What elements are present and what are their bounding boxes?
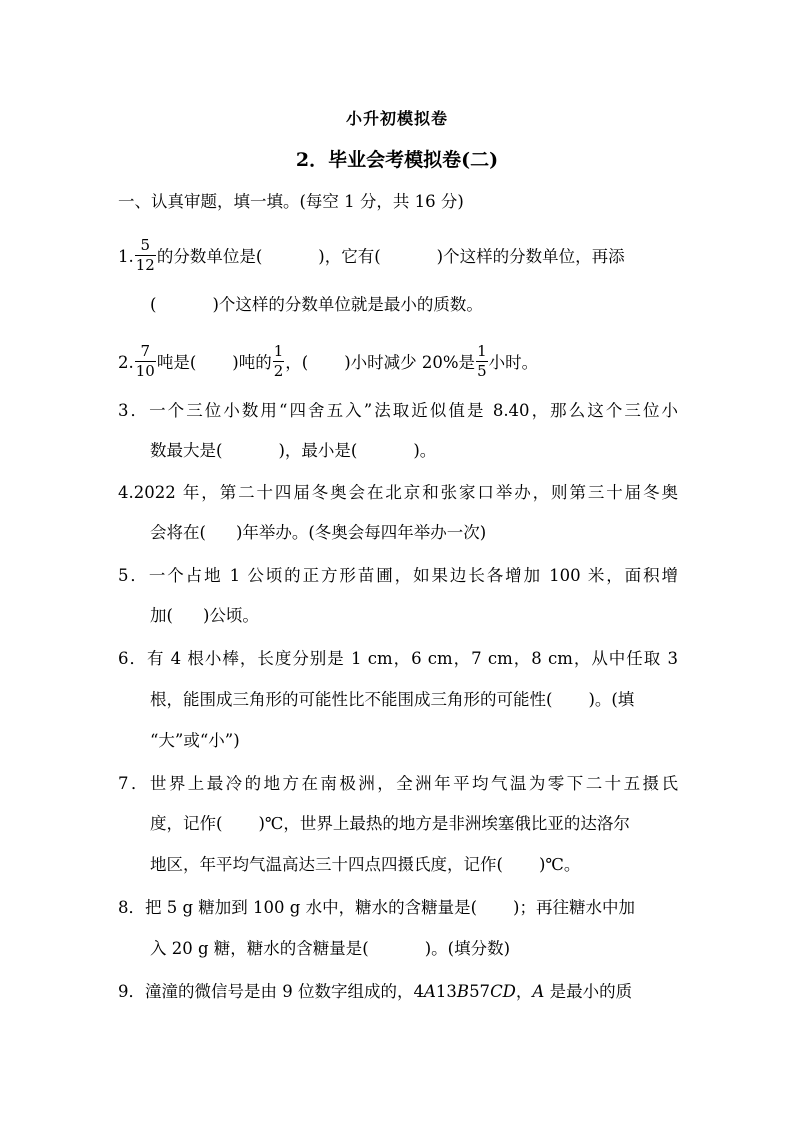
question-8-line-2: 入 20 g 糖，糖水的含糖量是( )。(填分数) bbox=[150, 939, 511, 958]
fraction-seven-tenths: $\frac{7}{10}$ bbox=[135, 342, 155, 380]
question-9-line-1: 9．潼潼的微信号是由 9 位数字组成的，4A13B57CD，A 是最小的质 bbox=[118, 982, 633, 1001]
question-1-line-2: ( )个这样的分数单位就是最小的质数。 bbox=[150, 295, 483, 314]
question-6-line-1: 6．有 4 根小棒，长度分别是 1 cm，6 cm，7 cm，8 cm，从中任取 3 bbox=[118, 649, 678, 668]
question-5-line-2: 加( )公顷。 bbox=[150, 606, 259, 625]
exam-subtitle: 2．毕业会考模拟卷(二) bbox=[295, 149, 499, 171]
question-7-line-2: 度，记作( )℃，世界上最热的地方是非洲埃塞俄比亚的达洛尔 bbox=[150, 814, 630, 833]
question-4-line-1: 4.2022 年，第二十四届冬奥会在北京和张家口举办，则第三十届冬奥 bbox=[118, 483, 678, 502]
question-4-line-2: 会将在( )年举办。(冬奥会每四年举办一次) bbox=[150, 523, 487, 542]
question-7-line-3: 地区，年平均气温高达三十四点四摄氏度，记作( )℃。 bbox=[150, 855, 581, 874]
fraction-five-twelfths: $\frac{5}{12}$ bbox=[135, 236, 155, 274]
question-2-line-1: 2. $\frac{7}{10}$ 吨是( )吨的 $\frac{1}{2}$ ，( )小时减少 20%是 $\frac{1}{5}$ 小时。 bbox=[118, 342, 539, 380]
question-6-line-3: “大”或“小”) bbox=[150, 731, 240, 750]
question-7-line-1: 7．世界上最冷的地方在南极洲，全洲年平均气温为零下二十五摄氏 bbox=[118, 774, 678, 793]
question-1-line-1: 1. $\frac{5}{12}$ 的分数单位是( )，它有( )个这样的分数单位，再添 bbox=[118, 236, 625, 274]
fraction-one-half: $\frac{1}{2}$ bbox=[273, 342, 284, 380]
question-5-line-1: 5．一个占地 1 公顷的正方形苗圃，如果边长各增加 100 米，面积增 bbox=[118, 566, 678, 585]
question-3-line-1: 3．一个三位小数用“四舍五入”法取近似值是 8.40，那么这个三位小 bbox=[118, 401, 678, 420]
question-6-line-2: 根，能围成三角形的可能性比不能围成三角形的可能性( )。(填 bbox=[150, 690, 635, 709]
fraction-one-fifth: $\frac{1}{5}$ bbox=[477, 342, 487, 380]
section-heading: 一、认真审题，填一填。(每空 1 分，共 16 分) bbox=[118, 192, 464, 211]
page-title: 小升初模拟卷 bbox=[345, 109, 448, 128]
question-8-line-1: 8．把 5 g 糖加到 100 g 水中，糖水的含糖量是( )；再往糖水中加 bbox=[118, 898, 635, 917]
question-3-line-2: 数最大是( )，最小是( )。 bbox=[150, 441, 437, 460]
